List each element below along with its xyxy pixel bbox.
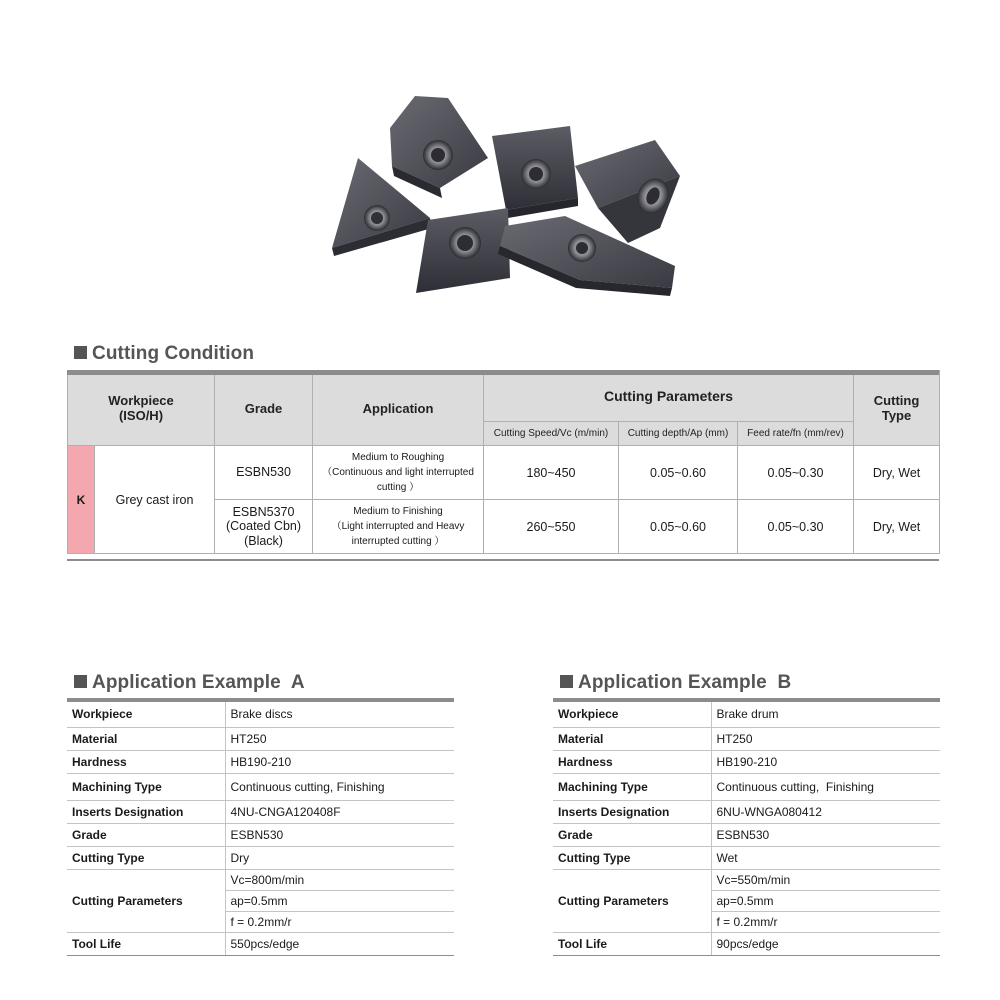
table-row: Hardness HB190-210 bbox=[553, 750, 940, 773]
workpiece-cell: Grey cast iron bbox=[95, 446, 215, 554]
table-row: Hardness HB190-210 bbox=[67, 750, 454, 773]
table-row: ap=0.5mm bbox=[553, 890, 940, 911]
table-row: Machining Type Continuous cutting, Finishing bbox=[553, 773, 940, 800]
grade-cell: ESBN530 bbox=[215, 446, 313, 500]
rhombic-insert-right bbox=[575, 140, 680, 243]
header-cutting-type: Cutting Type bbox=[854, 371, 940, 446]
table-bottom-rule bbox=[67, 559, 939, 561]
header-grade: Grade bbox=[215, 371, 313, 446]
table-row: Grade ESBN530 bbox=[67, 823, 454, 846]
table-row: Tool Life 550pcs/edge bbox=[67, 932, 454, 955]
square-bullet-icon bbox=[74, 346, 87, 359]
header-application: Application bbox=[313, 371, 484, 446]
speed-cell: 180~450 bbox=[484, 446, 619, 500]
trigon-insert bbox=[390, 96, 488, 198]
depth-cell: 0.05~0.60 bbox=[619, 446, 738, 500]
iso-code-badge: K bbox=[68, 446, 95, 554]
table-row: Workpiece Brake drum bbox=[553, 700, 940, 727]
header-feed-rate: Feed rate/fn (mm/rev) bbox=[738, 422, 854, 446]
application-example-a-table bbox=[67, 698, 454, 956]
table-row: Cutting Type Dry bbox=[67, 846, 454, 869]
table-top-rule bbox=[67, 370, 939, 375]
square-insert-bottom bbox=[416, 208, 510, 293]
application-cell: Medium to Finishing （Light interrupted and Heavy interrupted cutting ） bbox=[313, 500, 484, 554]
grade-cell: ESBN5370 (Coated Cbn) (Black) bbox=[215, 500, 313, 554]
table-row: Inserts Designation 6NU-WNGA080412 bbox=[553, 800, 940, 823]
table-row: Material HT250 bbox=[67, 727, 454, 750]
table-row bbox=[68, 446, 940, 500]
cutting-condition-table bbox=[67, 370, 940, 554]
header-cutting-speed: Cutting Speed/Vc (m/min) bbox=[484, 422, 619, 446]
table-row: Grade ESBN530 bbox=[553, 823, 940, 846]
depth-cell: 0.05~0.60 bbox=[619, 500, 738, 554]
table-row: Cutting Type Wet bbox=[553, 846, 940, 869]
table-row: f = 0.2mm/r bbox=[553, 911, 940, 932]
table-row: Inserts Designation 4NU-CNGA120408F bbox=[67, 800, 454, 823]
feed-cell: 0.05~0.30 bbox=[738, 500, 854, 554]
header-cutting-parameters: Cutting Parameters bbox=[484, 371, 854, 422]
application-example-b-title: Application Example B bbox=[560, 672, 791, 694]
table-row: Machining Type Continuous cutting, Finishing bbox=[67, 773, 454, 800]
cutting-condition-title: Cutting Condition bbox=[74, 343, 254, 365]
application-example-b-table bbox=[553, 698, 940, 956]
feed-cell: 0.05~0.30 bbox=[738, 446, 854, 500]
table-row: f = 0.2mm/r bbox=[67, 911, 454, 932]
cutting-type-cell: Dry, Wet bbox=[854, 446, 940, 500]
square-bullet-icon bbox=[560, 675, 573, 688]
application-cell: Medium to Roughing （Continuous and light interrupted cutting ） bbox=[313, 446, 484, 500]
table-row: Material HT250 bbox=[553, 727, 940, 750]
table-row: ap=0.5mm bbox=[67, 890, 454, 911]
cbn-inserts-product-image bbox=[320, 88, 690, 303]
table-row: Cutting Parameters Vc=550m/min bbox=[553, 869, 940, 890]
table-row: Cutting Parameters Vc=800m/min bbox=[67, 869, 454, 890]
speed-cell: 260~550 bbox=[484, 500, 619, 554]
table-row: Workpiece Brake discs bbox=[67, 700, 454, 727]
application-example-a-title: Application Example A bbox=[74, 672, 305, 694]
square-insert bbox=[492, 126, 578, 218]
header-workpiece: Workpiece (ISO/H) bbox=[68, 371, 215, 446]
table-row: Tool Life 90pcs/edge bbox=[553, 932, 940, 955]
square-bullet-icon bbox=[74, 675, 87, 688]
header-cutting-depth: Cutting depth/Ap (mm) bbox=[619, 422, 738, 446]
cutting-type-cell: Dry, Wet bbox=[854, 500, 940, 554]
